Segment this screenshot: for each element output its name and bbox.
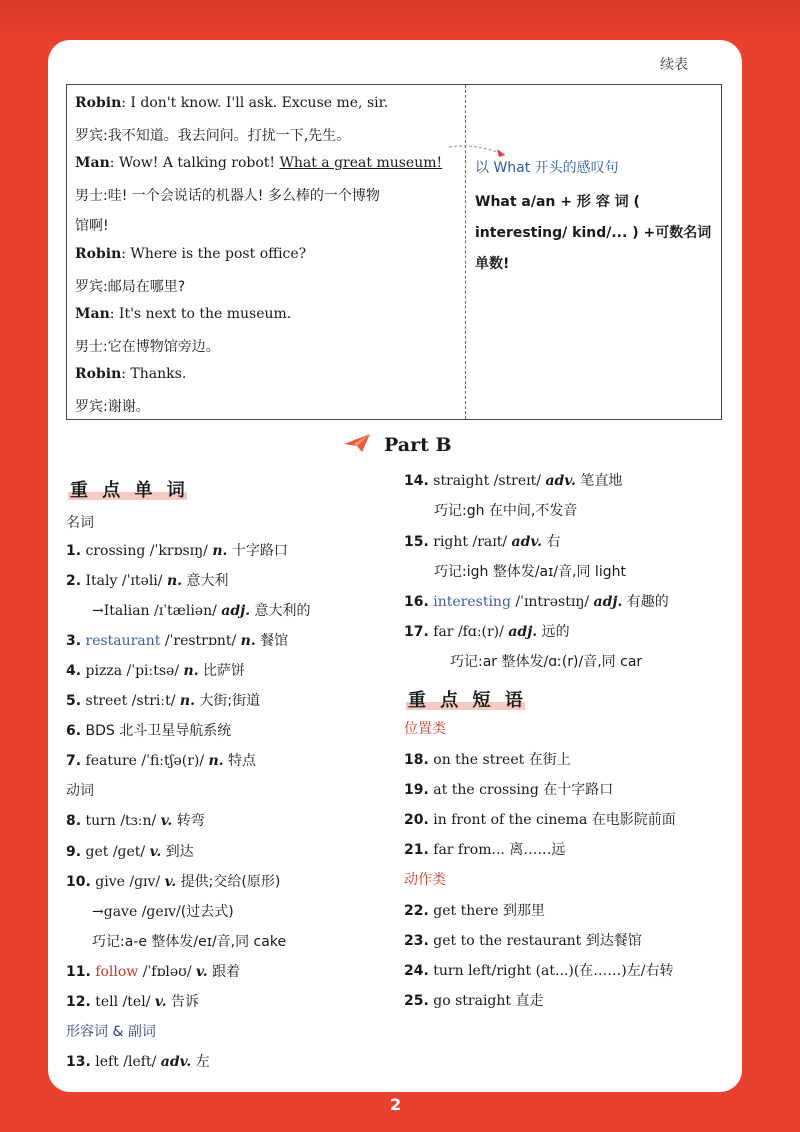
dialog-line: 男士:哇! 一个会说话的机器人! 多么棒的一个博物 bbox=[75, 188, 380, 204]
word-item: 2. Italy /ˈɪtəli/ n. 意大利 bbox=[66, 573, 229, 589]
word-item: 5. street /striːt/ n. 大街;街道 bbox=[66, 693, 261, 709]
dialog-line: Robin: Thanks. bbox=[75, 366, 187, 382]
word-item: →Italian /ɪˈtæliən/ adj. 意大利的 bbox=[92, 603, 311, 619]
dialog-line: 男士:它在博物馆旁边。 bbox=[75, 339, 220, 355]
word-item: 6. BDS 北斗卫星导航系统 bbox=[66, 723, 232, 739]
phrase-item: 24. turn left/right (at...)(在……)左/右转 bbox=[404, 963, 674, 979]
phrase-heading: 重 点 短 语 bbox=[408, 690, 527, 711]
word-item: →gave /ɡeɪv/(过去式) bbox=[92, 904, 234, 920]
phrase-item: 18. on the street 在街上 bbox=[404, 752, 571, 768]
dialog-line: Robin: Where is the post office? bbox=[75, 246, 307, 262]
phrase-item: 21. far from... 离……远 bbox=[404, 842, 566, 858]
phrase-item: 22. get there 到那里 bbox=[404, 903, 545, 919]
page-frame bbox=[0, 0, 800, 40]
word-item: 7. feature /ˈfiːtʃə(r)/ n. 特点 bbox=[66, 753, 257, 769]
word-item: 16. interesting /ˈɪntrəstɪŋ/ adj. 有趣的 bbox=[404, 594, 669, 610]
phrase-item: 23. get to the restaurant 到达餐馆 bbox=[404, 933, 642, 949]
word-item: 4. pizza /ˈpiːtsə/ n. 比萨饼 bbox=[66, 663, 246, 679]
dialog-line: Man: Wow! A talking robot! What a great museum! bbox=[75, 155, 443, 171]
dialog-line: 罗宾:我不知道。我去问问。打扰一下,先生。 bbox=[75, 128, 351, 144]
vocab-heading: 重 点 单 词 bbox=[70, 480, 189, 501]
word-item: 1. crossing /ˈkrɒsɪŋ/ n. 十字路口 bbox=[66, 543, 288, 559]
word-item: 15. right /raɪt/ adv. 右 bbox=[404, 534, 561, 550]
note-column bbox=[467, 85, 721, 419]
dialog-table bbox=[66, 84, 722, 420]
continued-label: 续表 bbox=[660, 57, 688, 73]
word-item: 9. get /ɡet/ v. 到达 bbox=[66, 844, 194, 860]
dialog-line: Man: It's next to the museum. bbox=[75, 306, 292, 322]
dialog-line: 罗宾:邮局在哪里? bbox=[75, 279, 186, 295]
section-title: Part B bbox=[384, 434, 452, 456]
word-item: 8. turn /tɜːn/ v. 转弯 bbox=[66, 813, 205, 829]
note-body: What a/an + 形 容 词 ( interesting/ kind/... ) +可数名词单数! bbox=[475, 194, 712, 272]
dialog-line: 馆啊! bbox=[75, 218, 109, 234]
phrase-item: 25. go straight 直走 bbox=[404, 993, 544, 1009]
dialog-line: 罗宾:谢谢。 bbox=[75, 399, 150, 415]
memory-tip: 巧记:gh 在中间,不发音 bbox=[434, 503, 578, 519]
word-item: 11. follow /ˈfɒləʊ/ v. 跟着 bbox=[66, 964, 241, 980]
memory-tip: 巧记:ar 整体发/ɑː(r)/音,同 car bbox=[450, 654, 643, 670]
category-label: 名词 bbox=[66, 515, 94, 531]
phrase-item: 20. in front of the cinema 在电影院前面 bbox=[404, 812, 676, 828]
dialog-line: Robin: I don't know. I'll ask. Excuse me, sir. bbox=[75, 95, 389, 111]
word-item: 13. left /left/ adv. 左 bbox=[66, 1054, 210, 1070]
word-item: 14. straight /streɪt/ adv. 笔直地 bbox=[404, 473, 623, 489]
dialog-column bbox=[67, 85, 465, 419]
category-label: 形容词 & 副词 bbox=[66, 1024, 156, 1040]
page-number: 2 bbox=[390, 1095, 402, 1114]
memory-tip: 巧记:igh 整体发/aɪ/音,同 light bbox=[434, 564, 626, 580]
category-label: 动词 bbox=[66, 783, 94, 799]
paper-plane-icon bbox=[344, 432, 372, 454]
word-item: 12. tell /tel/ v. 告诉 bbox=[66, 994, 199, 1010]
note-title: 以 What 开头的感叹句 bbox=[475, 160, 619, 176]
word-item: 3. restaurant /ˈrestrɒnt/ n. 餐馆 bbox=[66, 633, 289, 649]
memory-tip: 巧记:a-e 整体发/eɪ/音,同 cake bbox=[92, 934, 287, 950]
dashed-divider bbox=[465, 85, 466, 419]
category-label: 动作类 bbox=[404, 872, 446, 888]
word-item: 17. far /fɑː(r)/ adj. 远的 bbox=[404, 624, 570, 640]
category-label: 位置类 bbox=[404, 721, 446, 737]
word-item: 10. give /ɡɪv/ v. 提供;交给(原形) bbox=[66, 874, 281, 890]
phrase-item: 19. at the crossing 在十字路口 bbox=[404, 782, 614, 798]
worksheet-page bbox=[48, 40, 742, 1092]
